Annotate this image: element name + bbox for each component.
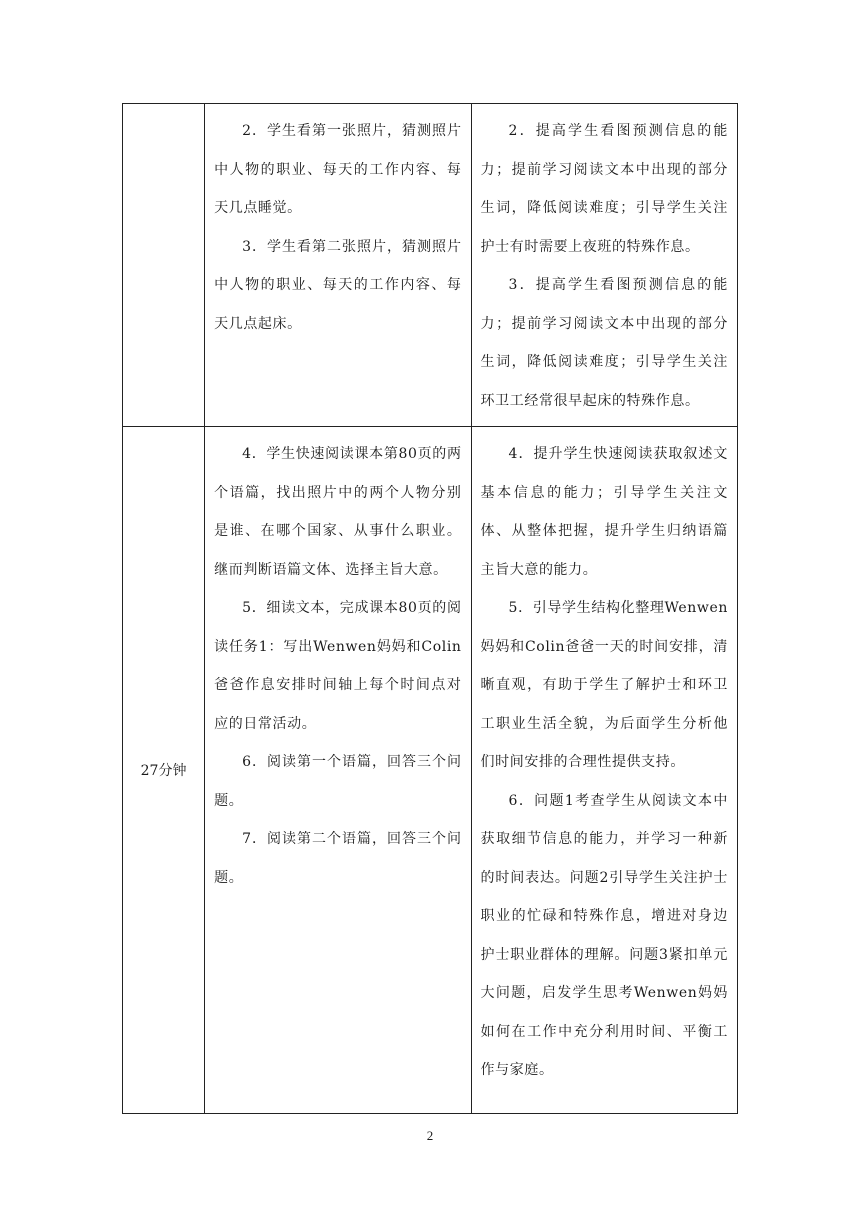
- table-row: [123, 104, 738, 427]
- activity-paragraph: 5．细读文本，完成课本80页的阅读任务1：写出Wenwen妈妈和Colin爸爸作息安排时间轴上每个时间点对应的日常活动。: [214, 600, 462, 732]
- activity-paragraph: 6．阅读第一个语篇，回答三个问题。: [214, 754, 462, 809]
- goal-cell: [471, 104, 737, 427]
- goal-paragraph: 6．问题1考查学生从阅读文本中获取细节信息的能力，并学习一种新的时间表达。问题2引导学生关注护士职业的忙碌和特殊作息，增进对身边护士职业群体的理解。问题3紧扣单元大问题，启发学生思考Wenwen妈妈如何在工作中充分利用时间、平衡工作与家庭。: [480, 792, 728, 1078]
- table-row: [123, 427, 738, 1114]
- goal-cell: [471, 427, 737, 1114]
- page-number: 2: [426, 1128, 434, 1143]
- activity-paragraph: 7．阅读第二个语篇，回答三个问题。: [214, 831, 462, 886]
- activity-paragraph: 4．学生快速阅读课本第80页的两个语篇，找出照片中的两个人物分别是谁、在哪个国家、从事什么职业。继而判断语篇文体、选择主旨大意。: [214, 446, 462, 578]
- goal-paragraph: 3．提高学生看图预测信息的能力；提前学习阅读文本中出现的部分生词，降低阅读难度；引导学生关注环卫工经常很早起床的特殊作息。: [480, 277, 728, 409]
- activity-cell: [205, 427, 471, 1114]
- goal-paragraph: 5．引导学生结构化整理Wenwen妈妈和Colin爸爸一天的时间安排，清晰直观，有助于学生了解护士和环卫工职业生活全貌，为后面学生分析他们时间安排的合理性提供支持。: [480, 600, 728, 770]
- goal-paragraph: 2．提高学生看图预测信息的能力；提前学习阅读文本中出现的部分生词，降低阅读难度；引导学生关注护士有时需要上夜班的特殊作息。: [480, 123, 728, 255]
- time-cell: [123, 104, 205, 427]
- lesson-plan-table: [122, 103, 738, 1114]
- activity-cell: [205, 104, 471, 427]
- activity-paragraph: 3．学生看第二张照片，猜测照片中人物的职业、每天的工作内容、每天几点起床。: [214, 238, 462, 332]
- goal-paragraph: 4．提升学生快速阅读获取叙述文基本信息的能力；引导学生关注文体、从整体把握，提升学生归纳语篇主旨大意的能力。: [480, 446, 728, 578]
- activity-paragraph: 2．学生看第一张照片，猜测照片中人物的职业、每天的工作内容、每天几点睡觉。: [214, 123, 462, 216]
- time-cell: 27分钟: [123, 427, 205, 1114]
